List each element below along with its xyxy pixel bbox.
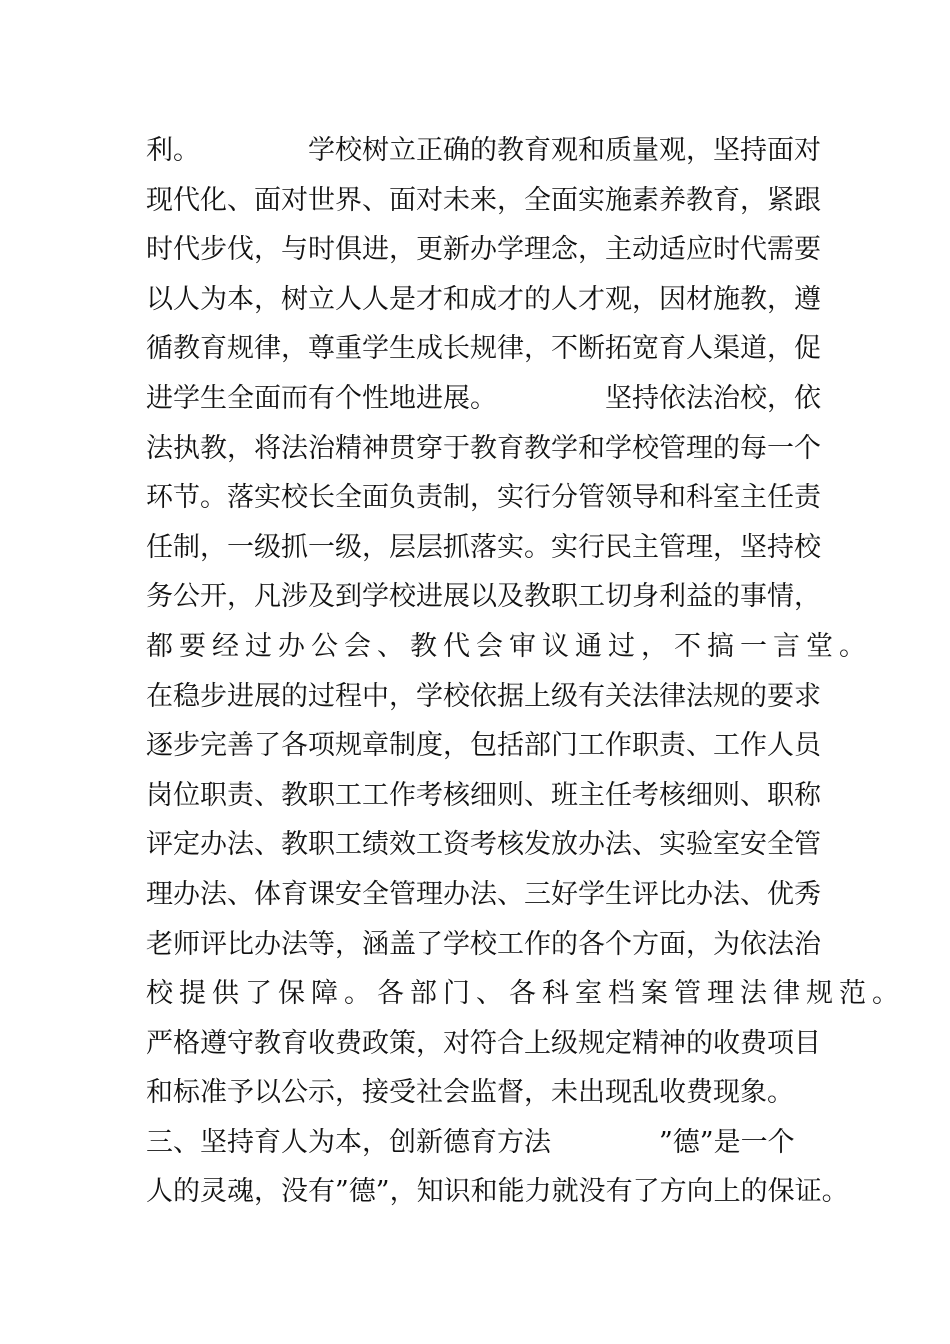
text-line-15: 评定办法、教职工绩效工资考核发放办法、实验室安全管 bbox=[146, 829, 821, 861]
text-line-3: 时代步伐，与时俱进，更新办学理念，主动适应时代需要 bbox=[146, 234, 821, 266]
text-line-21-start: 三、坚持育人为本，创新德育方法 bbox=[146, 1126, 551, 1158]
text-line-5: 循教育规律，尊重学生成长规律，不断拓宽育人渠道，促 bbox=[146, 333, 821, 365]
text-line-8: 环节。落实校长全面负责制，实行分管领导和科室主任责 bbox=[146, 482, 821, 514]
text-line-1-end: 学校树立正确的教育观和质量观，坚持面对 bbox=[308, 135, 821, 166]
text-line-6 bbox=[146, 374, 846, 424]
text-line-22: 人的灵魂，没有”德”，知识和能力就没有了方向上的保证。 bbox=[146, 1176, 849, 1208]
text-line-6-end: 坚持依法治校，依 bbox=[605, 382, 821, 414]
text-line-14: 岗位职责、教职工工作考核细则、班主任考核细则、职称 bbox=[146, 779, 821, 811]
text-line-21 bbox=[146, 1118, 846, 1168]
text-line-6-start: 进学生全面而有个性地进展。 bbox=[146, 382, 497, 414]
text-line-21-end: ”德”是一个 bbox=[659, 1126, 795, 1158]
text-line-7: 法执教，将法治精神贯穿于教育教学和学校管理的每一个 bbox=[146, 432, 821, 464]
text-line-13: 逐步完善了各项规章制度，包括部门工作职责、工作人员 bbox=[146, 730, 821, 762]
text-line-16: 理办法、体育课安全管理办法、三好学生评比办法、优秀 bbox=[146, 878, 821, 910]
text-line-9: 任制，一级抓一级，层层抓落实。实行民主管理，坚持校 bbox=[146, 531, 821, 563]
text-line-11: 都要经过办公会、教代会审议通过，不搞一言堂。 bbox=[146, 630, 872, 662]
text-line-1-start: 利。 bbox=[146, 135, 200, 166]
text-line-19: 严格遵守教育收费政策，对符合上级规定精神的收费项目 bbox=[146, 1027, 821, 1059]
text-line-17: 老师评比办法等，涵盖了学校工作的各个方面，为依法治 bbox=[146, 928, 821, 960]
text-line-18: 校提供了保障。各部门、各科室档案管理法律规范。 bbox=[146, 978, 905, 1010]
text-line-4: 以人为本，树立人人是才和成才的人才观，因材施教，遵 bbox=[146, 283, 821, 315]
text-line-10: 务公开，凡涉及到学校进展以及教职工切身利益的事情， bbox=[146, 581, 821, 613]
document-body bbox=[146, 126, 905, 1217]
text-line-1 bbox=[146, 126, 846, 176]
text-line-2: 现代化、面对世界、面对未来，全面实施素养教育，紧跟 bbox=[146, 184, 821, 216]
text-line-20: 和标准予以公示，接受社会监督，未出现乱收费现象。 bbox=[146, 1077, 794, 1109]
text-line-12: 在稳步进展的过程中，学校依据上级有关法律法规的要求 bbox=[146, 680, 821, 712]
